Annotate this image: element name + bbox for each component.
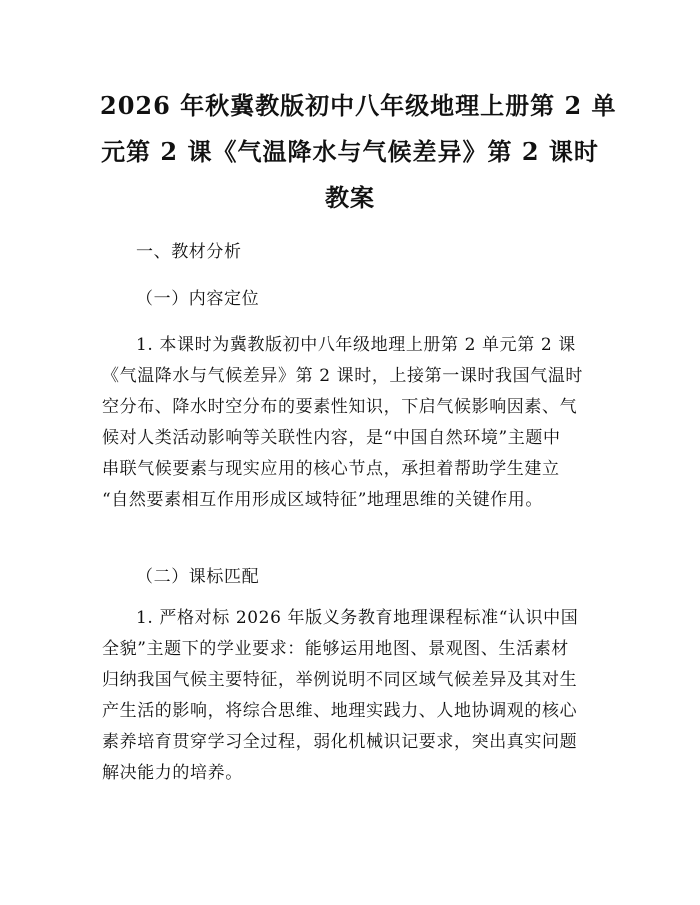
paragraph-line: 《气温降水与气候差异》第 2 课时，上接第一课时我国气温时 (102, 366, 584, 386)
paragraph-line: 1. 本课时为冀教版初中八年级地理上册第 2 单元第 2 课 (136, 335, 576, 355)
paragraph-line: “自然要素相互作用形成区域特征”地理思维的关键作用。 (102, 490, 543, 510)
paragraph-line: 归纳我国气候主要特征，举例说明不同区域气候差异及其对生 (102, 670, 578, 690)
paragraph-line: 产生活的影响，将综合思维、地理实践力、人地协调观的核心 (102, 701, 578, 721)
section-heading-teaching-material-analysis: 一、教材分析 (136, 242, 242, 262)
paragraph-line: 全貌”主题下的学业要求：能够运用地图、景观图、生活素材 (102, 639, 569, 659)
paragraph-line: 1. 严格对标 2026 年版义务教育地理课程标准“认识中国 (136, 608, 579, 628)
paragraph-line: 空分布、降水时空分布的要素性知识，下启气候影响因素、气 (102, 397, 578, 417)
paragraph-line: 串联气候要素与现实应用的核心节点，承担着帮助学生建立 (102, 459, 560, 479)
title-line: 教案 (325, 183, 375, 212)
subsection-heading-content-positioning: （一）内容定位 (136, 289, 260, 309)
paragraph-line: 解决能力的培养。 (102, 763, 243, 783)
title-line: 元第 2 课《气温降水与气候差异》第 2 课时 (101, 137, 599, 166)
paragraph-line: 素养培育贯穿学习全过程，弱化机械识记要求，突出真实问题 (102, 732, 578, 752)
document-title (100, 83, 617, 221)
paragraph-curriculum-match (102, 603, 602, 789)
paragraph-line: 候对人类活动影响等关联性内容，是“中国自然环境”主题中 (102, 428, 561, 448)
paragraph-content-positioning (102, 330, 602, 516)
subsection-heading-curriculum-match: （二）课标匹配 (136, 567, 260, 587)
title-line: 2026 年秋冀教版初中八年级地理上册第 2 单 (100, 91, 617, 120)
